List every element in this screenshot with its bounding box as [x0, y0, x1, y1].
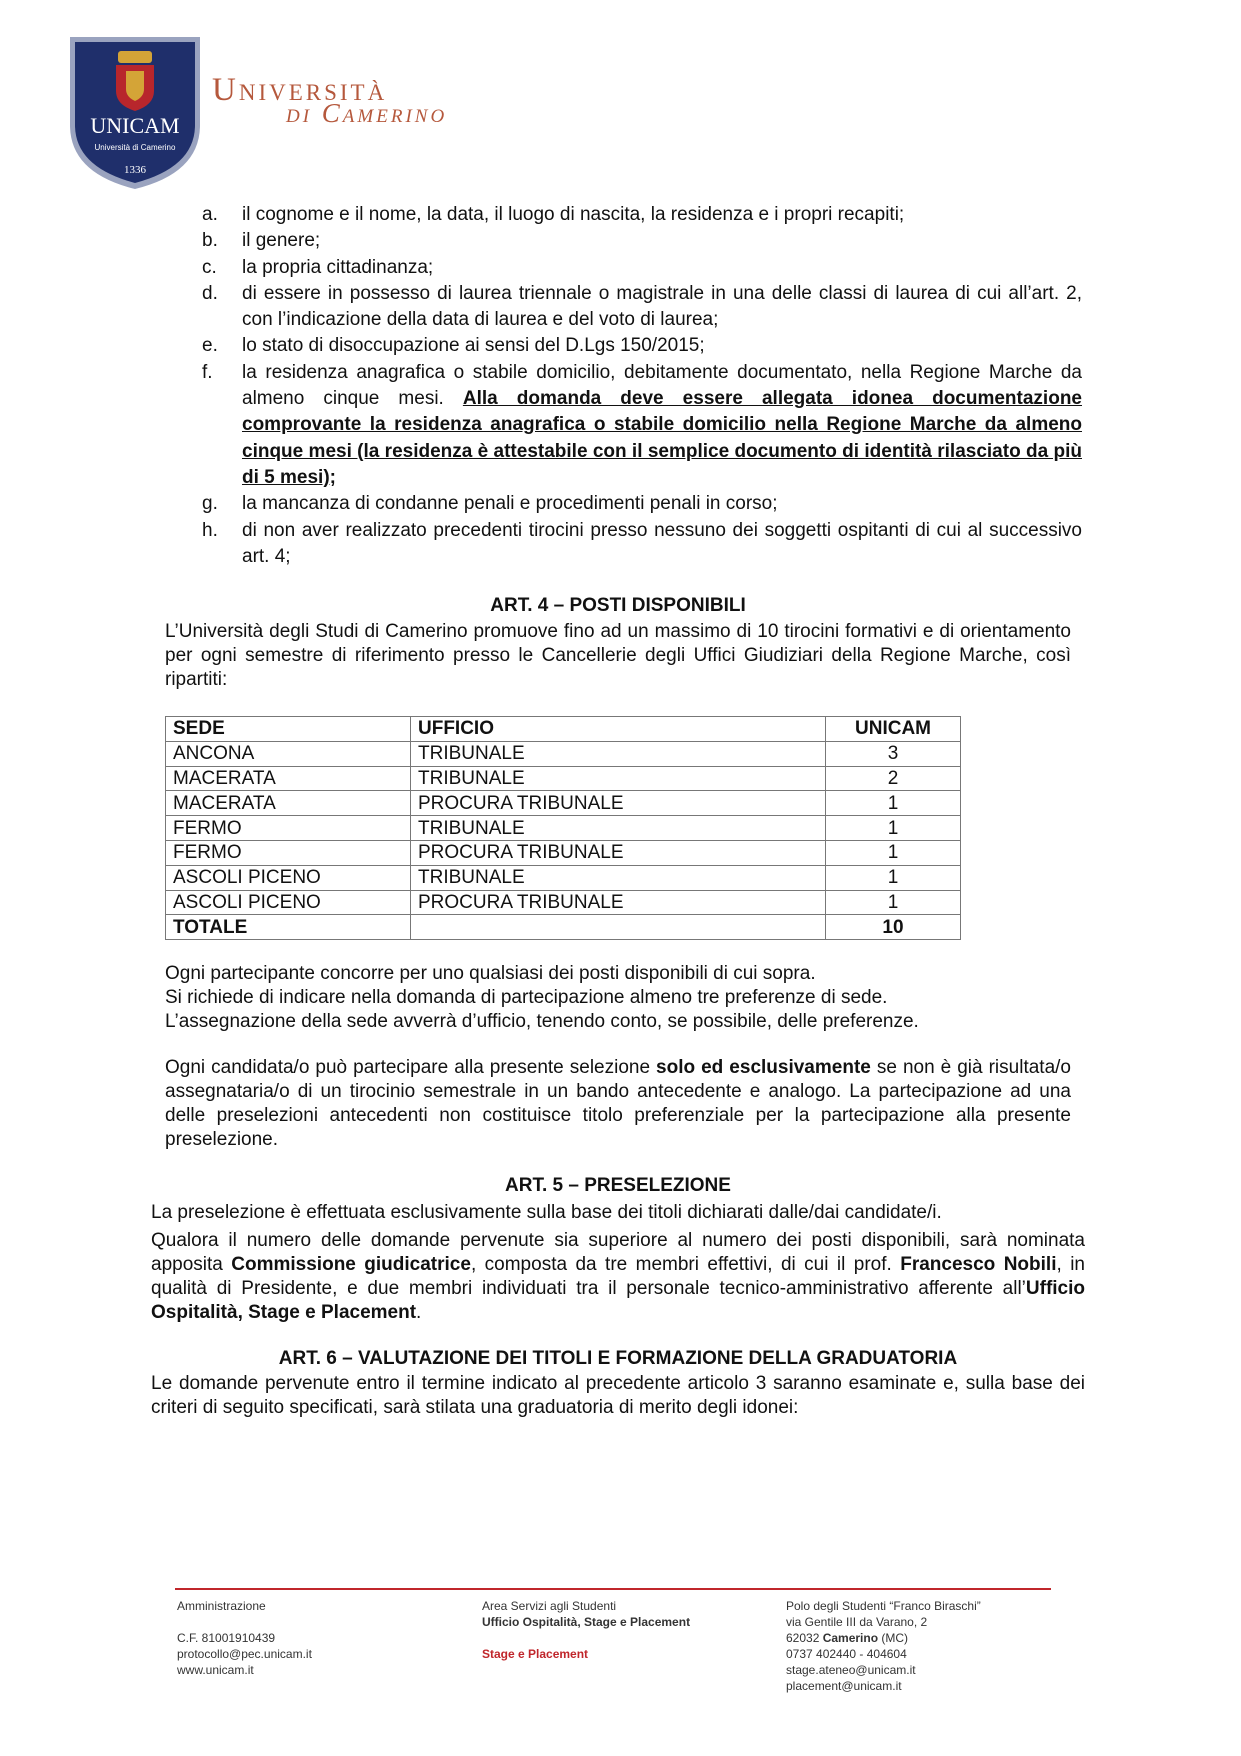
footer-divider: [175, 1588, 1051, 1590]
table-row: ASCOLI PICENO TRIBUNALE 1: [166, 865, 961, 890]
email-link[interactable]: placement@unicam.it: [786, 1679, 902, 1693]
note-line: Si richiede di indicare nella domanda di partecipazione almeno tre preferenze di sede.: [165, 987, 888, 1008]
posti-table: [165, 716, 961, 940]
residence-requirement-emphasis: Alla domanda deve essere allegata idonea documentazione comprovante la residenza anagrafica o stabile domicilio nella Regione Marche da almeno cinque mesi (la residenza è attestabile con il semplice documento di identità rilasciato da più di 5 mesi);: [242, 388, 1082, 488]
art5-p2: Qualora il numero delle domande pervenute sia superiore al numero dei posti disponibili, sarà nominata apposita Commissione giudicatrice, composta da tre membri effettivi, di cui il prof. Francesco Nobili, in qualità di Presidente, e due membri individuati tra il personale tecnico-amministrativo afferente all’Ufficio Ospitalità, Stage e Placement.: [151, 1230, 1085, 1323]
table-row: MACERATA PROCURA TRIBUNALE 1: [166, 791, 961, 816]
footer-col-administration: Amministrazione C.F. 81001910439 protocollo@pec.unicam.it www.unicam.it: [177, 1599, 312, 1677]
crown-icon: [118, 51, 152, 63]
wordmark-line1: Università: [212, 72, 388, 108]
table-row: MACERATA TRIBUNALE 2: [166, 766, 961, 791]
requirements-list: [202, 202, 1082, 570]
unicam-logo: [66, 33, 204, 191]
art5-p1: La preselezione è effettuata esclusivamente sulla base dei titoli dichiarati dalle/dai candidate/i.: [151, 1202, 942, 1223]
art4-notes: [165, 962, 1071, 1034]
logo-sub: Università di Camerino: [94, 143, 176, 152]
logo-year: 1336: [124, 164, 146, 176]
list-item: f. la residenza anagrafica o stabile domicilio, debitamente documentato, nella Regione Marche da almeno cinque mesi. Alla domanda deve essere allegata idonea documentazione comprovante la residenza anagrafica o stabile domicilio nella Regione Marche da almeno cinque mesi (la residenza è attestabile con il semplice documento di identità rilasciato da più di 5 mesi);: [202, 361, 1082, 488]
table-row: ANCONA TRIBUNALE 3: [166, 741, 961, 766]
footer-col-office: Area Servizi agli Studenti Ufficio Ospitalità, Stage e Placement Stage e Placement: [482, 1599, 691, 1661]
table-header-row: SEDE UFFICIO UNICAM: [166, 717, 961, 742]
art4-intro: L’Università degli Studi di Camerino promuove fino ad un massimo di 10 tirocini formativi e di orientamento per ogni semestre di riferimento presso le Cancellerie degli Uffici Giudiziari della Regione Marche, così ripartiti:: [165, 621, 1071, 690]
list-item: e. lo stato di disoccupazione ai sensi del D.Lgs 150/2015;: [202, 335, 705, 357]
table-total-row: TOTALE 10: [166, 915, 961, 940]
list-item: d. di essere in possesso di laurea triennale o magistrale in una delle classi di laurea di cui all’art. 2, con l’indicazione della data di laurea e del voto di laurea;: [202, 282, 1082, 331]
list-item: c. la propria cittadinanza;: [202, 256, 434, 278]
list-item: b. il genere;: [202, 230, 321, 252]
art4-title: ART. 4 – POSTI DISPONIBILI: [490, 595, 746, 616]
list-item: h. di non aver realizzato precedenti tirocini presso nessuno dei soggetti ospitanti di cui al successivo art. 4;: [202, 519, 1082, 567]
art4-eligibility-paragraph: Ogni candidata/o può partecipare alla presente selezione solo ed esclusivamente se non è già risultata/o assegnataria/o di un tirocinio semestrale in un bando antecedente e analogo. La partecipazione ad una delle preselezioni antecedenti non costituisce titolo preferenziale per la partecipazione alla presente preselezione.: [165, 1057, 1071, 1150]
logo-name: UNICAM: [90, 113, 180, 138]
art6-title: ART. 6 – VALUTAZIONE DEI TITOLI E FORMAZIONE DELLA GRADUATORIA: [278, 1348, 958, 1369]
table-row: FERMO TRIBUNALE 1: [166, 816, 961, 841]
footer-col-address: Polo degli Studenti “Franco Biraschi” via Gentile III da Varano, 2 62032 Camerino (MC) 0737 402440 - 404604 stage.ateneo@unicam.it placement@unicam.it: [786, 1598, 1066, 1694]
wordmark-line2: di Camerino: [286, 98, 448, 128]
table-row: ASCOLI PICENO PROCURA TRIBUNALE 1: [166, 890, 961, 915]
table-row: FERMO PROCURA TRIBUNALE 1: [166, 840, 961, 865]
note-line: Ogni partecipante concorre per uno qualsiasi dei posti disponibili di cui sopra.: [165, 963, 816, 984]
list-item: g. la mancanza di condanne penali e procedimenti penali in corso;: [202, 493, 778, 515]
list-item: a. il cognome e il nome, la data, il luogo di nascita, la residenza e i propri recapiti;: [202, 204, 905, 225]
art5-title: ART. 5 – PRESELEZIONE: [505, 1175, 731, 1196]
note-line: L’assegnazione della sede avverrà d’ufficio, tenendo conto, se possibile, delle preferenze.: [165, 1011, 919, 1032]
art6-p1: Le domande pervenute entro il termine indicato al precedente articolo 3 saranno esaminate e, sulla base dei criteri di seguito specificati, sarà stilata una graduatoria di merito degli idonei:: [151, 1373, 1085, 1418]
email-link[interactable]: stage.ateneo@unicam.it: [786, 1663, 916, 1677]
